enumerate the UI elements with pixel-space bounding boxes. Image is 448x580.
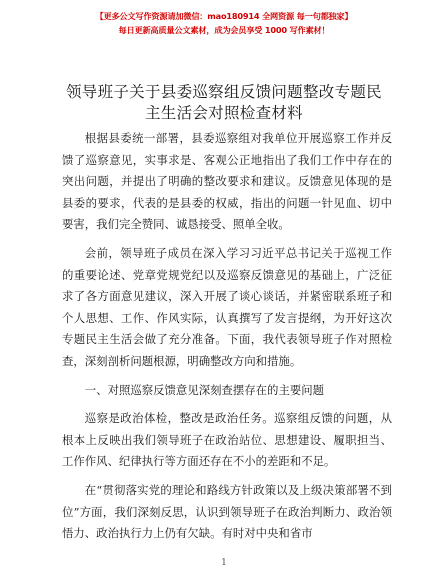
paragraph: 会前，领导班子成员在深入学习习近平总书记关于巡视工作的重要论述、党章党规党纪以及巡察反馈意见的基础上，广泛征求了各方面意见建议，深入开展了谈心谈话，并紧密联系班子和个人思想、工作、作风实际，认真撰写了发言提纲，为开好这次专题民主生活会做了充分准备。下面，我代表领导班子作对照检查，深刻剖析问题根源，明确整改方向和措施。	[62, 245, 392, 368]
paragraph: 巡察是政治体检，整改是政治任务。巡察组反馈的问题，从根本上反映出我们领导班子在政治站位、思想建设、履职担当、工作作风、纪律执行等方面还存在不小的差距和不足。	[62, 411, 392, 469]
page-number: 1	[221, 558, 227, 568]
paragraph: 在“贯彻落实党的理论和路线方针政策以及上级决策部署不到位”方面，我们深刻反思，认识到领导班子在政治判断力、政治领悟力、政治执行力上仍有欠缺。有时对中央和省市	[62, 482, 392, 541]
promo-banner	[0, 10, 448, 36]
promo-banner-line-2: 每日更新高质量公文素材，成为会员享受 1000 写作素材！	[118, 25, 330, 35]
document-title: 领导班子关于县委巡察组反馈问题整改专题民主生活会对照检查材料	[65, 83, 382, 122]
section-heading: 一、对照巡察反馈意见深刻查摆存在的主要问题	[84, 382, 325, 397]
paragraph: 根据县委统一部署，县委巡察组对我单位开展巡察工作并反馈了巡察意见，实事求是、客观公正地指出了我们工作中存在的突出问题，并提出了明确的整改要求和建议。反馈意见体现的是县委的要求，代表的是县委的权威，指出的问题一针见血、切中要害，我们完全赞同、诚恳接受、照单全收。	[62, 131, 392, 232]
promo-banner-line-1: 【更多公文写作资源请加微信：mao180914 全网资源 每一句都独家】	[95, 11, 353, 21]
document-body	[62, 128, 392, 552]
